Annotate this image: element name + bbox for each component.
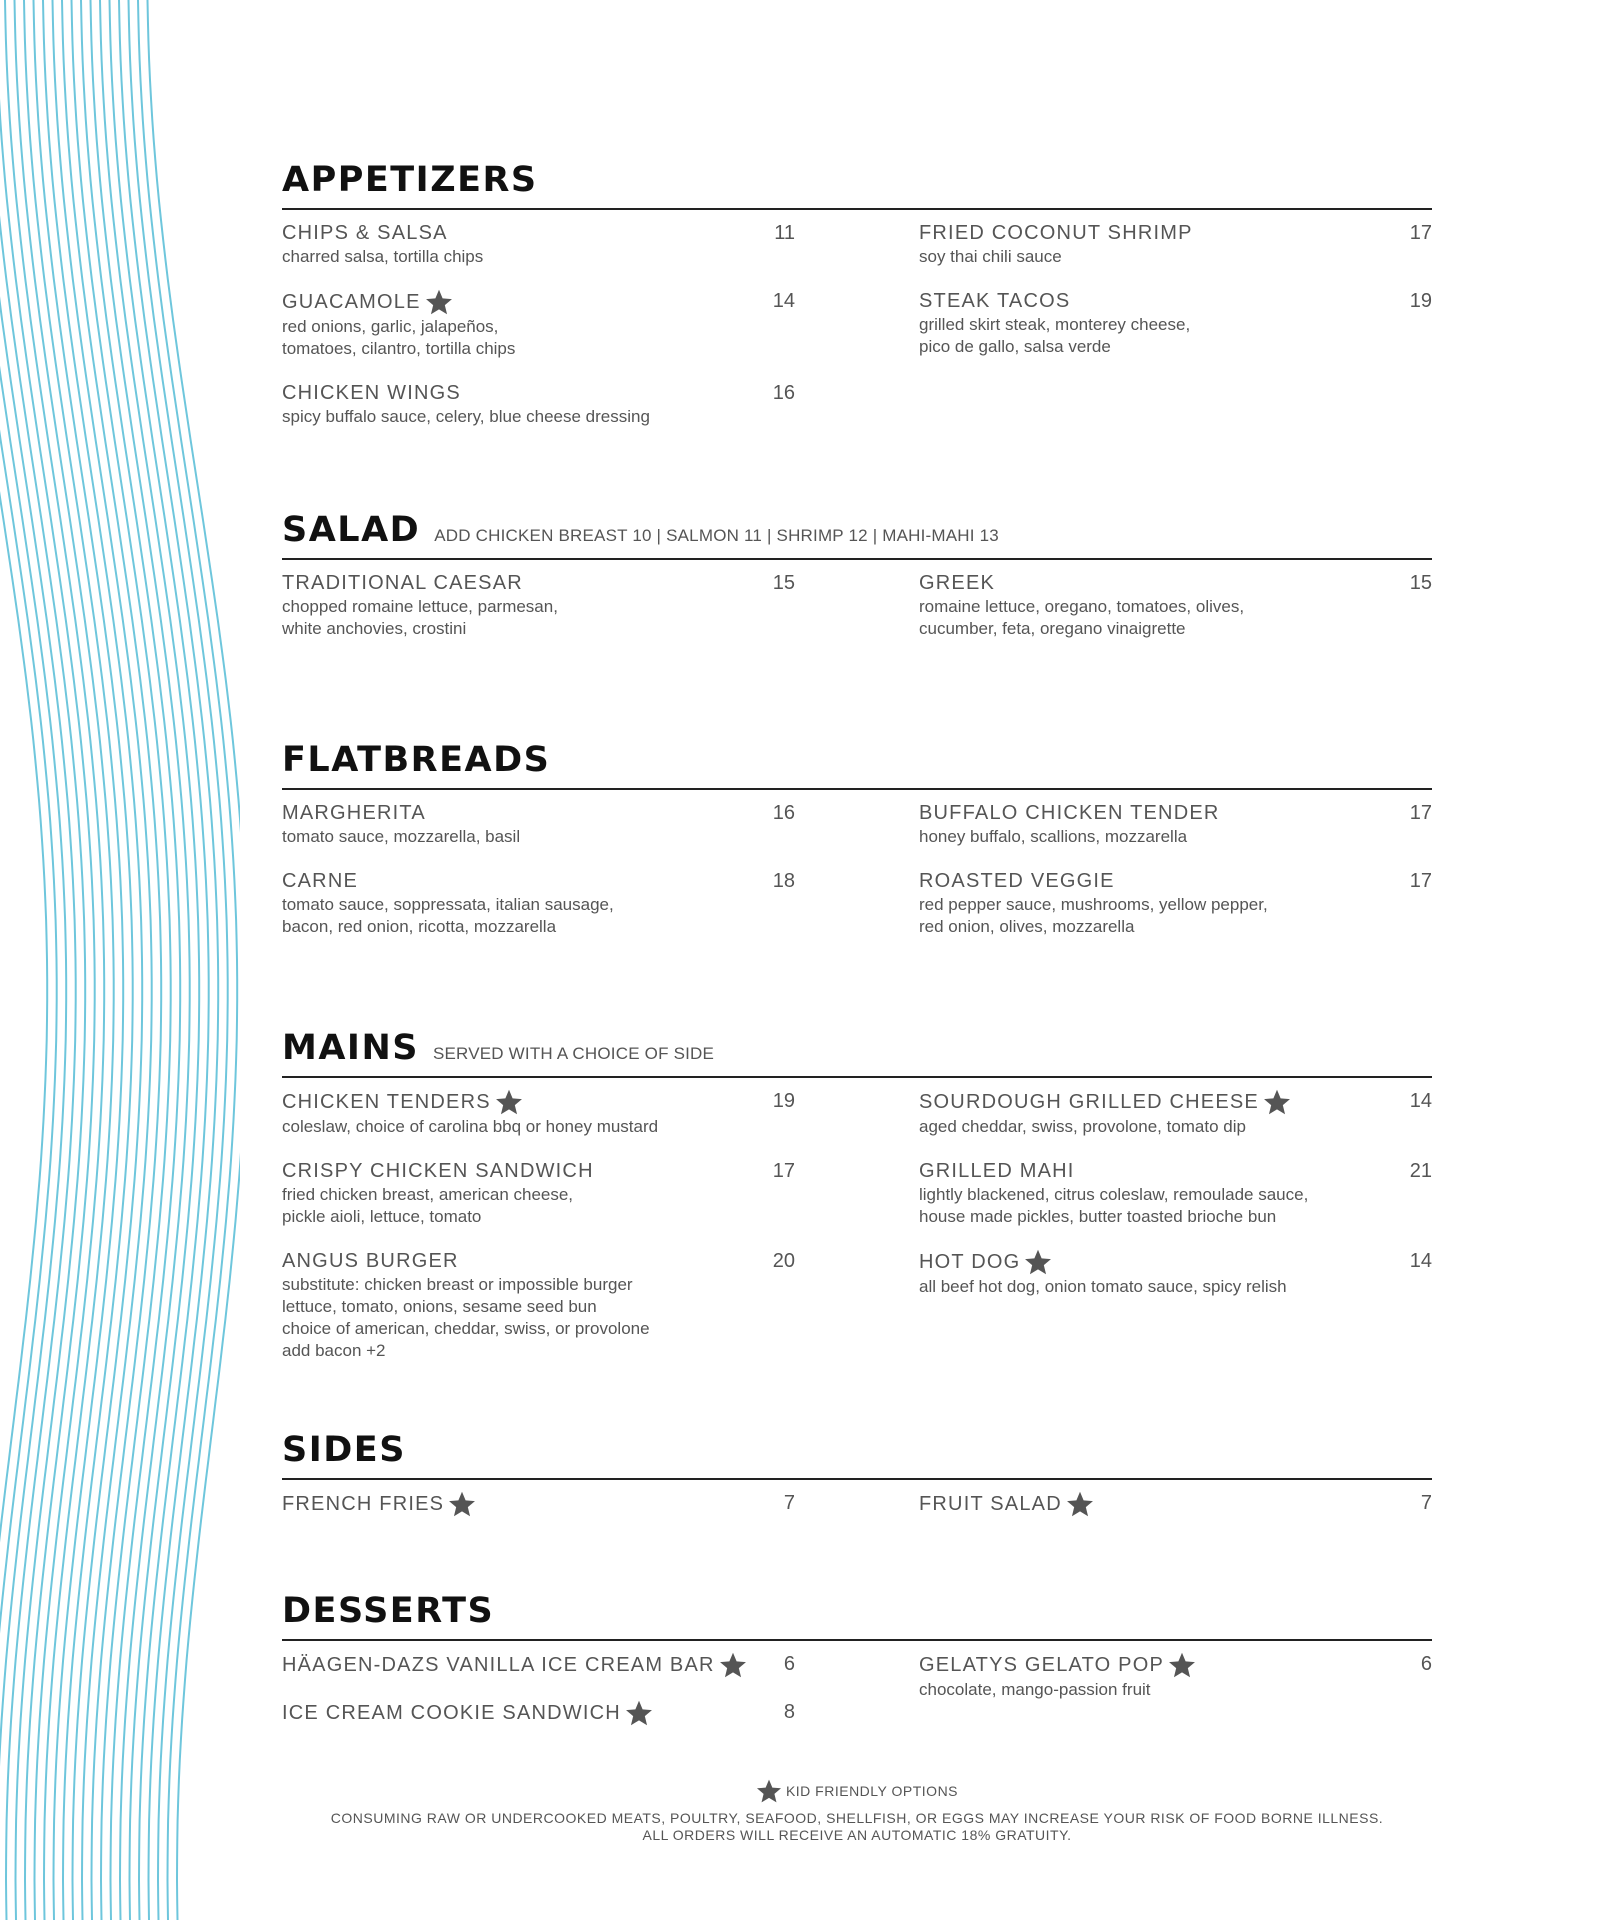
menu-item-name: FRENCH FRIES: [282, 1493, 445, 1515]
section-title: MAINS: [282, 1028, 419, 1068]
menu-item-info: [282, 1651, 772, 1679]
menu-item: [282, 1651, 795, 1679]
menu-item-description: soy thai chili sauce: [919, 247, 1062, 266]
menu-item-name: GELATYS GELATO POP: [919, 1654, 1165, 1676]
menu-item-info: [919, 1248, 1398, 1298]
menu-item-description: lightly blackened, citrus coleslaw, remoulade sauce,: [919, 1185, 1309, 1204]
menu-item: [282, 1248, 795, 1362]
menu-item-description: white anchovies, crostini: [282, 619, 467, 638]
right-column: [919, 220, 1432, 448]
menu-item-description: lettuce, tomato, onions, sesame seed bun: [282, 1297, 597, 1316]
menu-item-description: all beef hot dog, onion tomato sauce, spicy relish: [919, 1277, 1287, 1296]
menu-item: [919, 1158, 1432, 1228]
menu-item-description: house made pickles, butter toasted brioche bun: [919, 1207, 1277, 1226]
left-column: [282, 800, 795, 958]
menu-item-info: [919, 1088, 1398, 1138]
menu-item-name: CHICKEN WINGS: [282, 382, 461, 404]
menu-item-description: cucumber, feta, oregano vinaigrette: [919, 619, 1186, 638]
section-divider: [282, 208, 1432, 210]
menu-item-description: coleslaw, choice of carolina bbq or honey mustard: [282, 1117, 659, 1136]
menu-item-name-row: [919, 220, 1398, 246]
menu-item-name-row: [919, 800, 1398, 826]
menu-item: [919, 800, 1432, 848]
menu-item-description: fried chicken breast, american cheese,: [282, 1185, 574, 1204]
menu-item-name-row: [919, 1088, 1398, 1116]
menu-item-name-row: [282, 1699, 772, 1727]
menu-item-name-row: [282, 1651, 772, 1679]
section-columns: [282, 1490, 1432, 1538]
menu-item-info: [282, 1490, 772, 1518]
menu-item-price: 14: [1409, 1250, 1432, 1272]
menu-item-name: STEAK TACOS: [919, 290, 1071, 312]
menu-item: [282, 1088, 795, 1138]
wave-line: [128, 0, 227, 1920]
menu-item-price: 6: [1420, 1653, 1432, 1675]
menu-item: [919, 1651, 1432, 1701]
menu-item-description: chopped romaine lettuce, parmesan,: [282, 597, 558, 616]
menu-item-description: substitute: chicken breast or impossible burger: [282, 1275, 633, 1294]
menu-item-name-row: [919, 1651, 1409, 1679]
food-safety-disclaimer: CONSUMING RAW OR UNDERCOOKED MEATS, POULTRY, SEAFOOD, SHELLFISH, OR EGGS MAY INCREASE YOUR RISK OF FOOD BORNE ILLNESS.: [330, 1810, 1384, 1826]
section-desserts: [282, 1591, 1432, 1747]
menu-item-info: [282, 868, 761, 938]
menu-item-price: 15: [772, 572, 795, 594]
menu-item-description: red onions, garlic, jalapeños,: [282, 317, 499, 336]
menu-item: [282, 868, 795, 938]
section-columns: [282, 570, 1432, 660]
menu-item-description: honey buffalo, scallions, mozzarella: [919, 827, 1188, 846]
menu-item-price: 17: [1409, 222, 1432, 244]
menu-item-info: [282, 570, 761, 640]
star-icon: [625, 1699, 653, 1727]
menu-item-description: chocolate, mango-passion fruit: [919, 1680, 1151, 1699]
star-icon: [756, 1778, 782, 1804]
menu-item-name-row: [282, 800, 761, 826]
wave-line: [138, 0, 237, 1920]
menu-item-name-row: [282, 288, 761, 316]
menu-item-name: MARGHERITA: [282, 802, 426, 824]
section-flatbreads: [282, 740, 1432, 958]
menu-item: [282, 288, 795, 360]
kid-friendly-label: KID FRIENDLY OPTIONS: [785, 1783, 959, 1799]
menu-item: [919, 1088, 1432, 1138]
right-column: [919, 1490, 1432, 1538]
section-header: [282, 510, 1432, 550]
left-column: [282, 220, 795, 448]
menu-item-name: CHICKEN TENDERS: [282, 1091, 491, 1113]
menu-item-name: GRILLED MAHI: [919, 1160, 1075, 1182]
menu-item-name: FRUIT SALAD: [919, 1493, 1062, 1515]
menu-item-info: [919, 220, 1398, 268]
menu-item: [919, 1248, 1432, 1298]
menu-item-price: 16: [772, 382, 795, 404]
menu-item: [282, 800, 795, 848]
menu-item-name-row: [282, 1490, 772, 1518]
menu-item: [282, 1490, 795, 1518]
menu-item-info: [282, 1699, 772, 1727]
menu-item: [919, 220, 1432, 268]
menu-item-name: TRADITIONAL CAESAR: [282, 572, 523, 594]
menu-item-price: 14: [1409, 1090, 1432, 1112]
menu-item-name: GREEK: [919, 572, 996, 594]
right-column: [919, 1088, 1432, 1382]
menu-item-info: [919, 288, 1398, 358]
menu-item-name-row: [282, 1158, 761, 1184]
menu-item: [282, 1699, 795, 1727]
section-header: [282, 1028, 1432, 1068]
star-icon: [1263, 1088, 1291, 1116]
menu-item-description: charred salsa, tortilla chips: [282, 247, 484, 266]
menu-item-info: [282, 220, 762, 268]
section-header: [282, 1591, 1432, 1631]
section-title: DESSERTS: [282, 1591, 495, 1631]
menu-item-name-row: [919, 570, 1398, 596]
menu-item-description: red pepper sauce, mushrooms, yellow pepper,: [919, 895, 1268, 914]
menu-item-name: ROASTED VEGGIE: [919, 870, 1115, 892]
menu-item-name-row: [282, 868, 761, 894]
menu-item-price: 19: [772, 1090, 795, 1112]
menu-item-price: 18: [772, 870, 795, 892]
star-icon: [719, 1651, 747, 1679]
menu-item-info: [919, 570, 1398, 640]
menu-item-name-row: [919, 1490, 1409, 1518]
right-column: [919, 1651, 1432, 1747]
menu-item-name-row: [282, 1088, 761, 1116]
menu-item-description: add bacon +2: [282, 1341, 386, 1360]
menu-item: [282, 220, 795, 268]
left-column: [282, 1651, 795, 1747]
menu-item-price: 17: [772, 1160, 795, 1182]
star-icon: [1066, 1490, 1094, 1518]
section-columns: [282, 220, 1432, 448]
menu-item-description: tomato sauce, soppressata, italian sausage,: [282, 895, 614, 914]
menu-item-name-row: [919, 1158, 1398, 1184]
star-icon: [1168, 1651, 1196, 1679]
menu-item-price: 15: [1409, 572, 1432, 594]
menu-item-price: 7: [1420, 1492, 1432, 1514]
menu-item-info: [919, 868, 1398, 938]
menu-item-info: [919, 1158, 1398, 1228]
menu-item-name: GUACAMOLE: [282, 291, 421, 313]
section-appetizers: [282, 160, 1432, 448]
section-divider: [282, 1076, 1432, 1078]
menu-item-info: [919, 800, 1398, 848]
section-title: FLATBREADS: [282, 740, 551, 780]
menu-item-info: [282, 288, 761, 360]
menu-item-name-row: [919, 868, 1398, 894]
menu-item-price: 17: [1409, 870, 1432, 892]
menu-item-price: 14: [772, 290, 795, 312]
menu-item-name-row: [282, 1248, 761, 1274]
gratuity-notice: ALL ORDERS WILL RECEIVE AN AUTOMATIC 18% GRATUITY.: [642, 1827, 1072, 1843]
wave-line: [0, 0, 85, 1920]
section-mains: [282, 1028, 1432, 1382]
menu-item-description: aged cheddar, swiss, provolone, tomato dip: [919, 1117, 1246, 1136]
section-title: SALAD: [282, 510, 421, 550]
menu-item-description: bacon, red onion, ricotta, mozzarella: [282, 917, 557, 936]
right-column: [919, 800, 1432, 958]
menu-item-name-row: [282, 380, 761, 406]
star-icon: [495, 1088, 523, 1116]
star-icon: [1024, 1248, 1052, 1276]
menu-item-name: CRISPY CHICKEN SANDWICH: [282, 1160, 594, 1182]
menu-item-info: [282, 1248, 761, 1362]
kid-friendly-legend: [282, 1778, 1432, 1804]
menu-item: [282, 380, 795, 428]
section-note: ADD CHICKEN BREAST 10 | SALMON 11 | SHRIMP 12 | MAHI-MAHI 13: [434, 526, 999, 545]
menu-item-description: tomato sauce, mozzarella, basil: [282, 827, 521, 846]
menu-item-info: [282, 380, 761, 428]
menu-item: [282, 570, 795, 640]
section-note: SERVED WITH A CHOICE OF SIDE: [432, 1044, 715, 1063]
section-header: [282, 1430, 1432, 1470]
menu-item-price: 16: [772, 802, 795, 824]
menu-item-name: HÄAGEN-DAZS VANILLA ICE CREAM BAR: [282, 1654, 715, 1676]
section-columns: [282, 1088, 1432, 1382]
menu-item-name: CHIPS & SALSA: [282, 222, 448, 244]
menu-item-price: 7: [783, 1492, 795, 1514]
menu-item-name-row: [282, 570, 761, 596]
menu-item-name: BUFFALO CHICKEN TENDER: [919, 802, 1220, 824]
section-title: APPETIZERS: [282, 160, 538, 200]
menu-item-price: 17: [1409, 802, 1432, 824]
menu-item-name: CARNE: [282, 870, 359, 892]
section-title: SIDES: [282, 1430, 406, 1470]
menu-item-description: choice of american, cheddar, swiss, or provolone: [282, 1319, 650, 1338]
menu-item-description: spicy buffalo sauce, celery, blue cheese dressing: [282, 407, 650, 426]
menu-item-info: [282, 1158, 761, 1228]
section-divider: [282, 1639, 1432, 1641]
left-column: [282, 1088, 795, 1382]
section-salad: [282, 510, 1432, 660]
menu-item-name: ANGUS BURGER: [282, 1250, 459, 1272]
section-sides: [282, 1430, 1432, 1538]
left-column: [282, 1490, 795, 1538]
left-column: [282, 570, 795, 660]
menu-item-price: 11: [774, 222, 795, 244]
menu-item-name: SOURDOUGH GRILLED CHEESE: [919, 1091, 1259, 1113]
menu-item-description: grilled skirt steak, monterey cheese,: [919, 315, 1191, 334]
decorative-wave-lines: [0, 0, 240, 1920]
star-icon: [425, 288, 453, 316]
menu-item-name: ICE CREAM COOKIE SANDWICH: [282, 1702, 621, 1724]
section-divider: [282, 788, 1432, 790]
menu-item: [919, 868, 1432, 938]
section-columns: [282, 1651, 1432, 1747]
menu-item-name-row: [919, 288, 1398, 314]
menu-item-name-row: [282, 220, 762, 246]
menu-item: [919, 288, 1432, 358]
menu-item-description: red onion, olives, mozzarella: [919, 917, 1135, 936]
menu-item-description: pickle aioli, lettuce, tomato: [282, 1207, 482, 1226]
menu-item-name: FRIED COCONUT SHRIMP: [919, 222, 1193, 244]
menu-item-info: [282, 800, 761, 848]
menu-item-price: 8: [783, 1701, 795, 1723]
right-column: [919, 570, 1432, 660]
menu-item: [919, 570, 1432, 640]
section-columns: [282, 800, 1432, 958]
menu-item-price: 19: [1409, 290, 1432, 312]
menu-item-info: [282, 1088, 761, 1138]
menu-item-description: tomatoes, cilantro, tortilla chips: [282, 339, 516, 358]
menu-item-price: 6: [783, 1653, 795, 1675]
menu-item-info: [919, 1490, 1409, 1518]
section-header: [282, 160, 1432, 200]
menu-item-description: romaine lettuce, oregano, tomatoes, olives,: [919, 597, 1245, 616]
menu-item: [282, 1158, 795, 1228]
star-icon: [448, 1490, 476, 1518]
section-header: [282, 740, 1432, 780]
menu-footer: [282, 1778, 1432, 1844]
section-divider: [282, 558, 1432, 560]
menu-item: [919, 1490, 1432, 1518]
menu-item-name-row: [919, 1248, 1398, 1276]
menu-item-name: HOT DOG: [919, 1251, 1021, 1273]
section-divider: [282, 1478, 1432, 1480]
menu-item-price: 20: [772, 1250, 795, 1272]
menu-item-info: [919, 1651, 1409, 1701]
menu-item-description: pico de gallo, salsa verde: [919, 337, 1111, 356]
menu-item-price: 21: [1409, 1160, 1432, 1182]
